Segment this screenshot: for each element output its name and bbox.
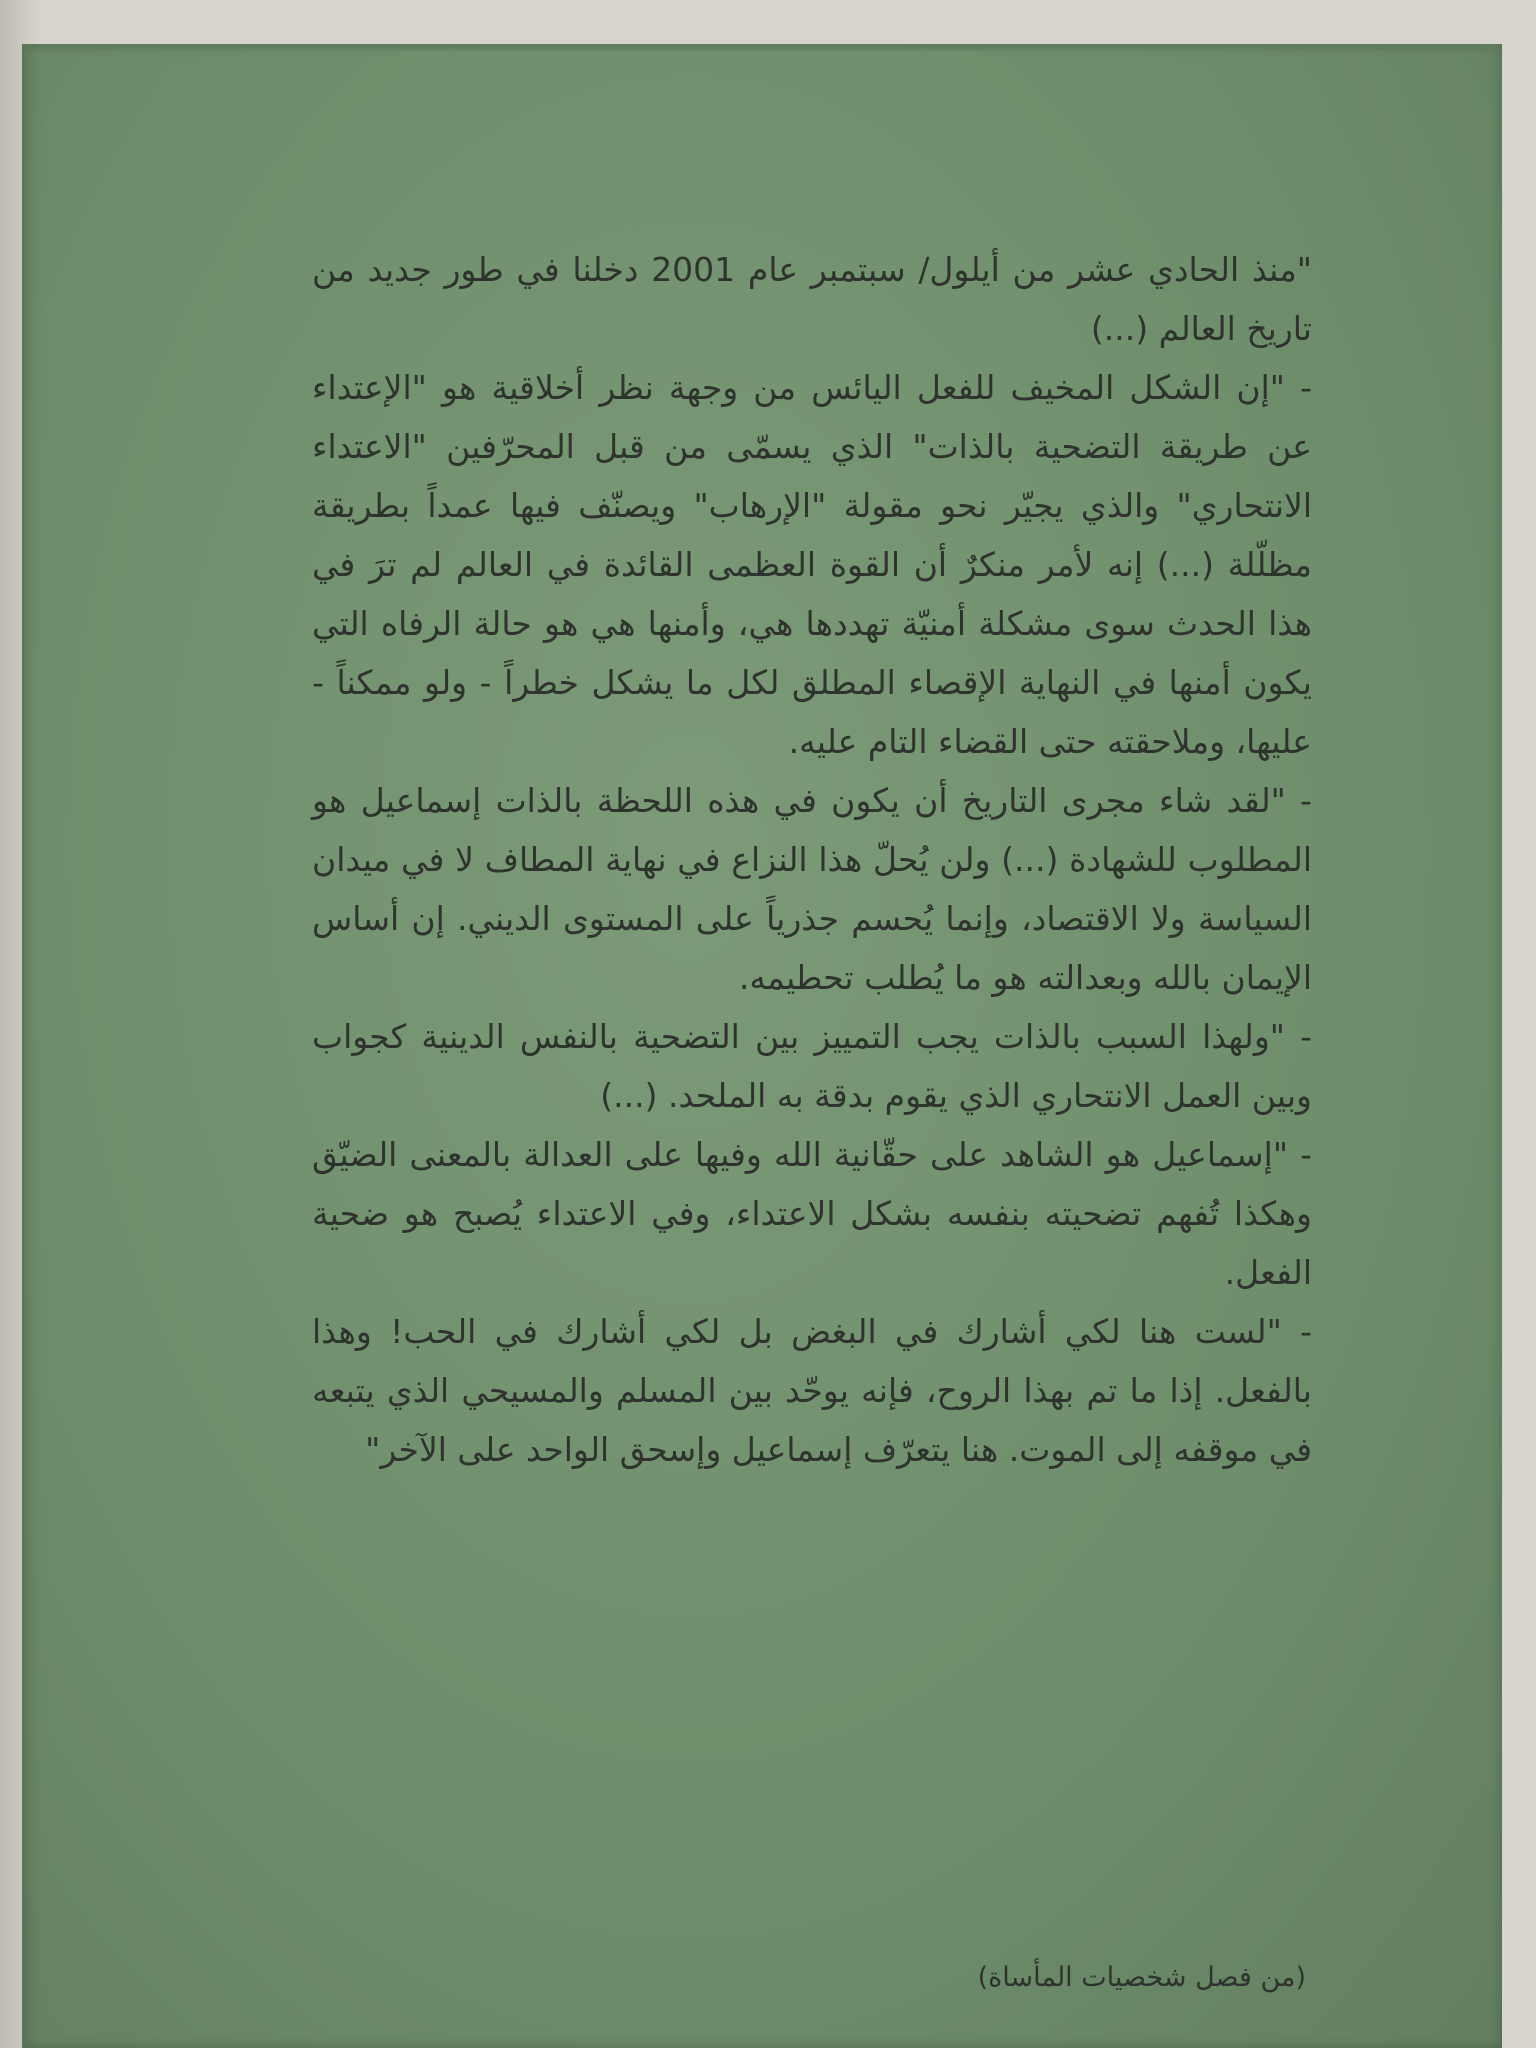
book-back-cover — [22, 44, 1502, 2048]
blurb-paragraph: - "لقد شاء مجرى التاريخ أن يكون في هذه اللحظة بالذات إسماعيل هو المطلوب للشهادة (...) ولن يُحلّ هذا النزاع في نهاية المطاف لا في ميدان السياسة ولا الاقتصاد، وإنما يُحسم جذرياً على المستوى الديني. إن أساس الإيمان بالله وبعدالته هو ما يُطلب تحطيمه. — [312, 781, 1312, 997]
source-note: (من فصل شخصيات المأساة) — [977, 1962, 1306, 1993]
blurb-paragraph: - "ولهذا السبب بالذات يجب التمييز بين التضحية بالنفس الدينية كجواب وبين العمل الانتحاري الذي يقوم بدقة به الملحد. (...) — [312, 1017, 1312, 1115]
cover-top-edge — [24, 44, 1502, 52]
blurb-paragraph: "منذ الحادي عشر من أيلول/ سبتمبر عام 2001 دخلنا في طور جديد من تاريخ العالم (...) — [312, 250, 1312, 348]
blurb-paragraph: - "إسماعيل هو الشاهد على حقّانية الله وفيها على العدالة بالمعنى الضيّق وهكذا تُفهم تضحيته بنفسه بشكل الاعتداء، وفي الاعتداء يُصبح هو ضحية الفعل. — [312, 1135, 1312, 1292]
blurb-paragraph: - "لست هنا لكي أشارك في البغض بل لكي أشارك في الحب! وهذا بالفعل. إذا ما تم بهذا الروح، فإنه يوحّد بين المسلم والمسيحي الذي يتبعه في موقفه إلى الموت. هنا يتعرّف إسماعيل وإسحق الواحد على الآخر" — [312, 1312, 1312, 1469]
blurb-text — [312, 240, 1312, 1479]
blurb-paragraph: - "إن الشكل المخيف للفعل اليائس من وجهة نظر أخلاقية هو "الإعتداء عن طريقة التضحية بالذات" الذي يسمّى من قبل المحرّفين "الاعتداء الانتحاري" والذي يجيّر نحو مقولة "الإرهاب" ويصنّف فيها عمداً بطريقة مظلّلة (...) إنه لأمر منكرٌ أن القوة العظمى القائدة في العالم لم ترَ في هذا الحدث سوى مشكلة أمنيّة تهددها هي، وأمنها هي هو حالة الرفاه التي يكون أمنها في النهاية الإقصاء المطلق لكل ما يشكل خطراً - ولو ممكناً - عليها، وملاحقته حتى القضاء التام عليه. — [312, 368, 1312, 761]
